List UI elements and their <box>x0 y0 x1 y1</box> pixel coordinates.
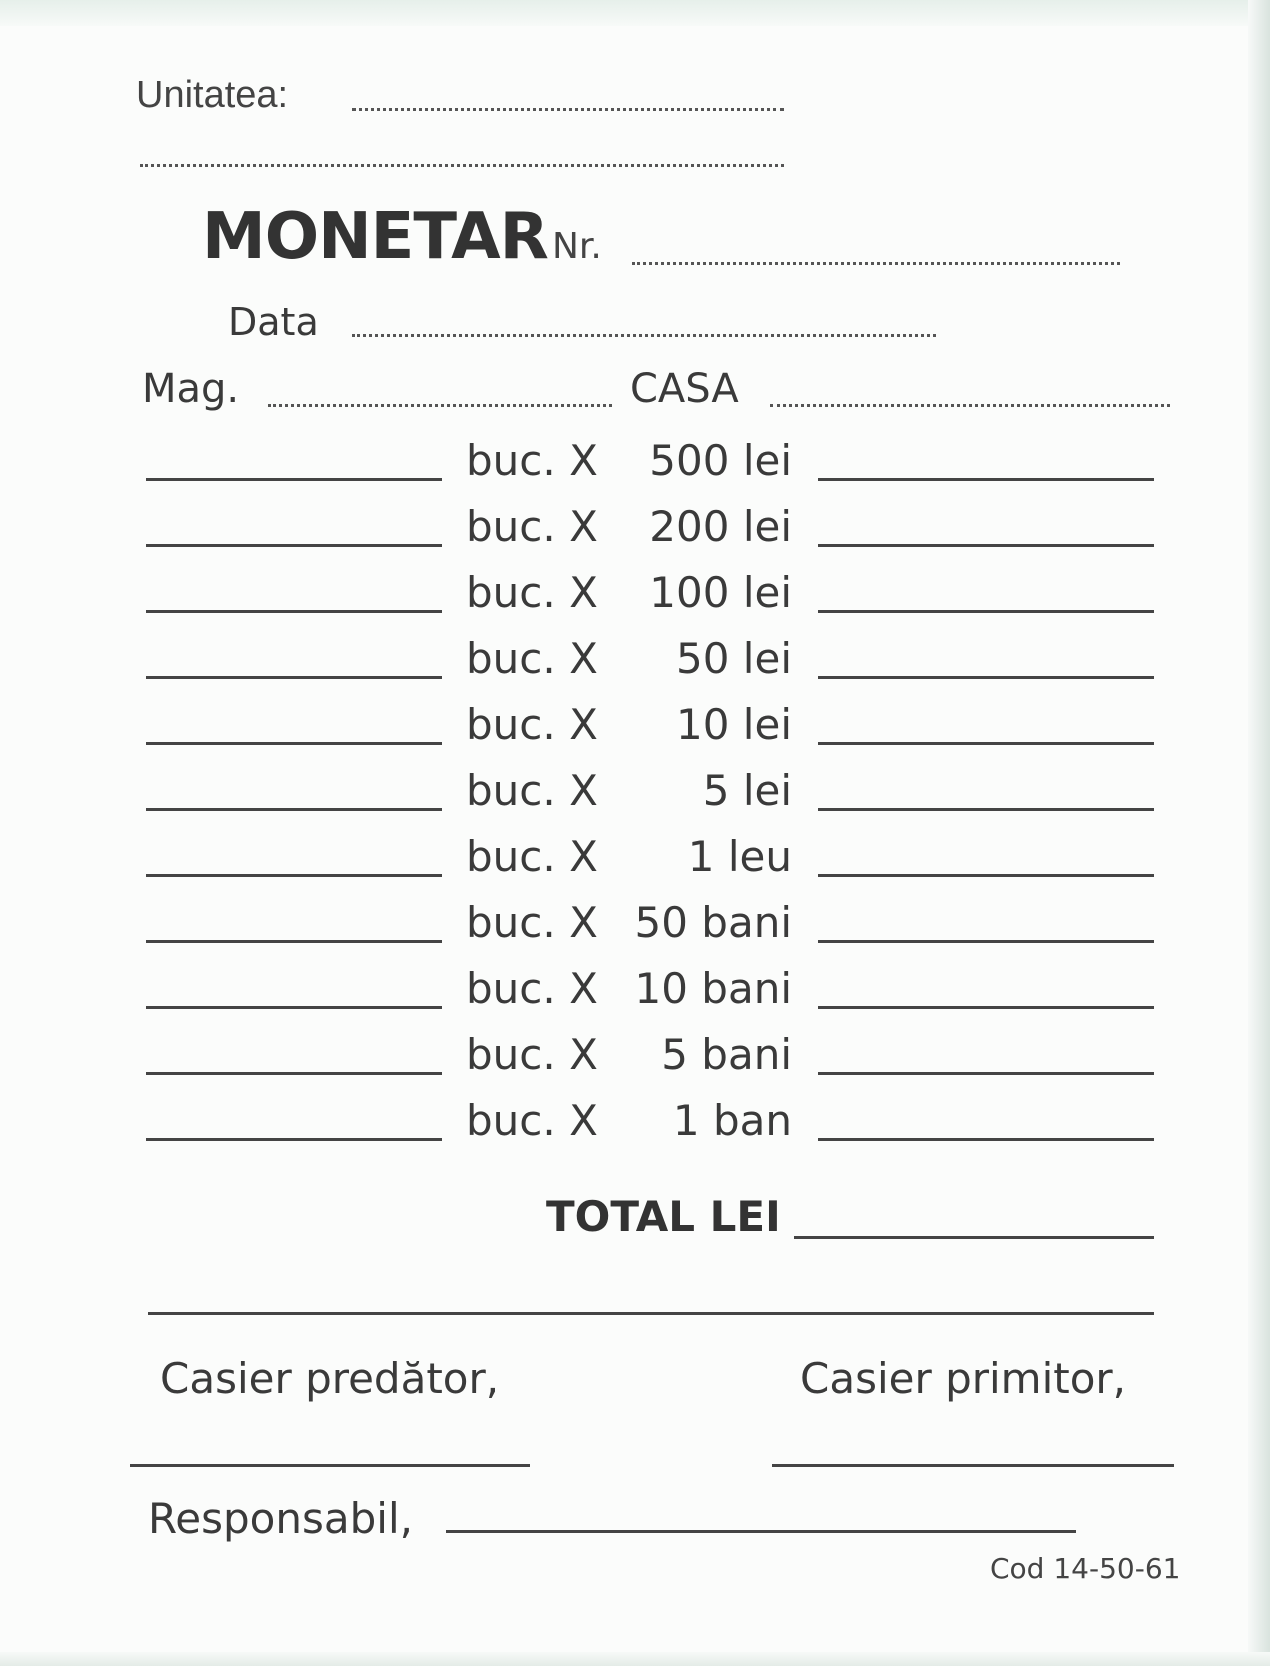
pieces-field[interactable] <box>146 478 442 481</box>
pieces-multiplier-label: buc. X <box>466 898 598 947</box>
denomination-label: 10 bani <box>634 964 792 1013</box>
denomination-row <box>0 832 1270 892</box>
form-code: Cod 14-50-61 <box>990 1552 1181 1585</box>
cash-register-field[interactable] <box>770 404 1170 407</box>
amount-field[interactable] <box>818 544 1154 547</box>
pieces-field[interactable] <box>146 808 442 811</box>
pieces-field[interactable] <box>146 610 442 613</box>
pieces-multiplier-label: buc. X <box>466 502 598 551</box>
pieces-multiplier-label: buc. X <box>466 568 598 617</box>
pieces-field[interactable] <box>146 1072 442 1075</box>
amount-field[interactable] <box>818 1072 1154 1075</box>
handing-cashier-label: Casier predător, <box>160 1354 500 1403</box>
cash-register-label: CASA <box>630 366 739 412</box>
form-title: MONETAR <box>202 200 548 274</box>
pieces-multiplier-label: buc. X <box>466 634 598 683</box>
responsible-signature-field[interactable] <box>446 1530 1076 1533</box>
pieces-field[interactable] <box>146 940 442 943</box>
total-field[interactable] <box>794 1236 1154 1239</box>
pieces-multiplier-label: buc. X <box>466 1096 598 1145</box>
amount-field[interactable] <box>818 742 1154 745</box>
amount-field[interactable] <box>818 478 1154 481</box>
number-field[interactable] <box>632 262 1120 265</box>
denomination-label: 5 bani <box>661 1030 792 1079</box>
pieces-field[interactable] <box>146 676 442 679</box>
denomination-row <box>0 634 1270 694</box>
denomination-row <box>0 436 1270 496</box>
denomination-label: 1 ban <box>672 1096 792 1145</box>
unit-label: Unitatea: <box>136 74 289 116</box>
date-field[interactable] <box>352 334 936 337</box>
pieces-multiplier-label: buc. X <box>466 700 598 749</box>
denomination-label: 1 leu <box>687 832 792 881</box>
denomination-label: 5 lei <box>702 766 792 815</box>
receiving-cashier-signature-field[interactable] <box>772 1464 1174 1467</box>
denomination-row <box>0 898 1270 958</box>
denomination-label: 50 lei <box>676 634 792 683</box>
denomination-label: 50 bani <box>634 898 792 947</box>
denomination-row <box>0 568 1270 628</box>
pieces-field[interactable] <box>146 742 442 745</box>
amount-field[interactable] <box>818 1138 1154 1141</box>
denomination-label: 200 lei <box>649 502 792 551</box>
denomination-label: 500 lei <box>649 436 792 485</box>
responsible-label: Responsabil, <box>148 1494 413 1543</box>
amount-field[interactable] <box>818 874 1154 877</box>
pieces-multiplier-label: buc. X <box>466 832 598 881</box>
total-words-field[interactable] <box>148 1312 1154 1315</box>
amount-field[interactable] <box>818 610 1154 613</box>
unit-field-line-1[interactable] <box>352 108 784 111</box>
pieces-field[interactable] <box>146 1138 442 1141</box>
pieces-field[interactable] <box>146 1006 442 1009</box>
denomination-label: 10 lei <box>676 700 792 749</box>
amount-field[interactable] <box>818 1006 1154 1009</box>
denomination-row <box>0 1096 1270 1156</box>
scan-edge-top <box>0 0 1270 26</box>
denomination-row <box>0 700 1270 760</box>
amount-field[interactable] <box>818 940 1154 943</box>
denomination-row <box>0 766 1270 826</box>
pieces-multiplier-label: buc. X <box>466 766 598 815</box>
date-label: Data <box>228 300 319 344</box>
unit-field-line-2[interactable] <box>140 164 784 167</box>
pieces-multiplier-label: buc. X <box>466 964 598 1013</box>
pieces-multiplier-label: buc. X <box>466 436 598 485</box>
store-label: Mag. <box>142 366 240 412</box>
scan-edge-bottom <box>0 1652 1270 1666</box>
amount-field[interactable] <box>818 676 1154 679</box>
denomination-row <box>0 1030 1270 1090</box>
receiving-cashier-label: Casier primitor, <box>800 1354 1127 1403</box>
amount-field[interactable] <box>818 808 1154 811</box>
denomination-row <box>0 502 1270 562</box>
store-field[interactable] <box>268 404 612 407</box>
number-label: Nr. <box>552 226 602 267</box>
pieces-field[interactable] <box>146 544 442 547</box>
denomination-label: 100 lei <box>649 568 792 617</box>
denomination-row <box>0 964 1270 1024</box>
handing-cashier-signature-field[interactable] <box>130 1464 530 1467</box>
total-label: TOTAL LEI <box>546 1192 781 1241</box>
pieces-field[interactable] <box>146 874 442 877</box>
pieces-multiplier-label: buc. X <box>466 1030 598 1079</box>
